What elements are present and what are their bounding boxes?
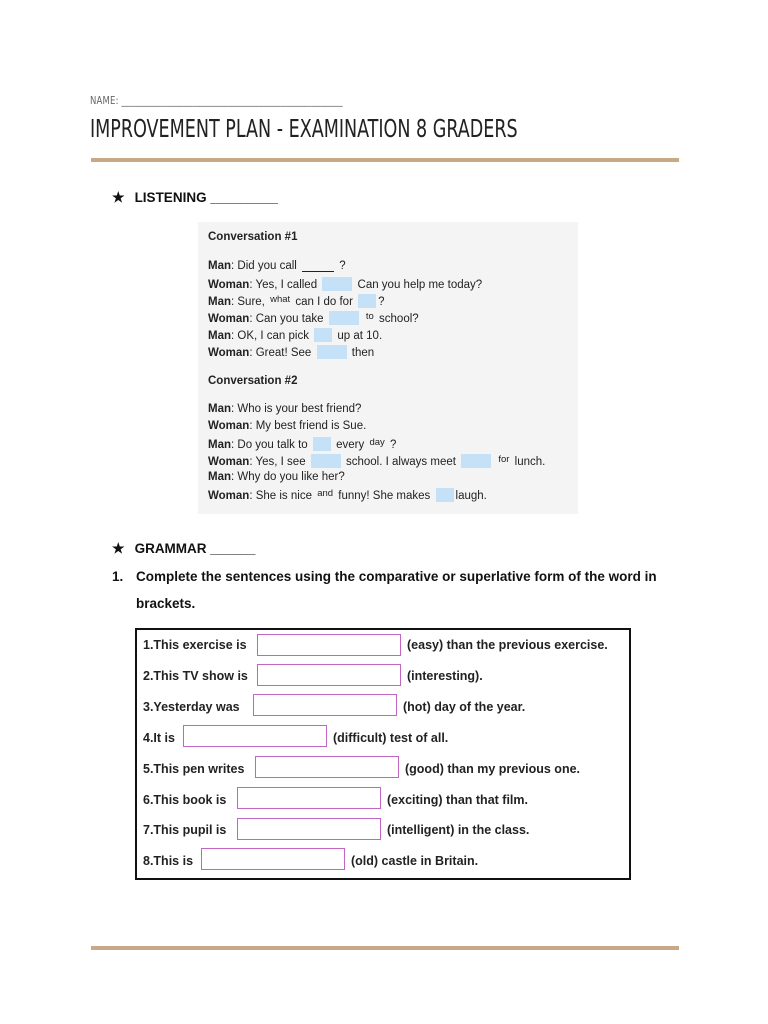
line-text: can I do for [295, 296, 353, 308]
conversation-line [208, 420, 366, 432]
bottom-divider [91, 946, 679, 950]
exercise-item-7-tail: (intelligent) in the class. [387, 823, 530, 837]
comparative-exercise-table [135, 628, 631, 880]
listening-label: LISTENING _________ [134, 190, 278, 205]
question-number: 1. [112, 569, 124, 584]
answer-blank[interactable] [358, 294, 376, 308]
handwritten-answer: and [317, 488, 334, 499]
speaker: Woman [208, 279, 250, 291]
line-text: : Can you take [249, 313, 324, 325]
line-text: : Did you call [231, 260, 297, 272]
line-text: lunch. [514, 456, 546, 468]
grammar-heading [112, 540, 255, 557]
speaker: Man [208, 471, 231, 483]
conversation-line [208, 328, 382, 342]
exercise-item-5-tail: (good) than my previous one. [405, 762, 581, 776]
conversation-line [208, 260, 346, 272]
name-field-label[interactable]: NAME: __________________________________________________ [90, 94, 343, 107]
exercise-item-4-field[interactable] [183, 725, 327, 747]
conversation-line [208, 294, 385, 308]
question-1 [112, 563, 672, 617]
exercise-item-6-lead: 6.This book is [143, 793, 227, 807]
exercise-item-7-lead: 7.This pupil is [143, 823, 227, 837]
top-divider [91, 158, 679, 162]
exercise-item-1-field[interactable] [257, 634, 401, 656]
line-text: best friend? [301, 403, 362, 415]
line-text: school. I always meet [346, 456, 456, 468]
speaker: Woman [208, 456, 250, 468]
speaker: Man [208, 330, 231, 342]
exercise-item-4-tail: (difficult) test of all. [333, 731, 449, 745]
conversation-line [208, 277, 482, 291]
line-text: ? [389, 439, 397, 451]
exercise-item-5-lead: 5.This pen writes [143, 762, 245, 776]
answer-blank[interactable] [314, 328, 332, 342]
handwritten-answer: for [498, 454, 510, 465]
star-icon: ★ [112, 540, 125, 556]
exercise-item-2-field[interactable] [257, 664, 401, 686]
line-text: Can you help me today? [357, 279, 483, 291]
handwritten-answer: to [365, 311, 374, 322]
answer-blank[interactable] [329, 311, 359, 325]
conversation-2-title: Conversation #2 [208, 375, 298, 387]
listening-conversations-image [198, 222, 578, 514]
speaker: Woman [208, 490, 250, 502]
answer-blank[interactable] [313, 437, 331, 451]
exercise-item-2-tail: (interesting). [407, 669, 483, 683]
answer-blank[interactable] [461, 454, 491, 468]
line-text: : Why do you like her? [231, 471, 345, 483]
exercise-item-7-field[interactable] [237, 818, 381, 840]
speaker: Man [208, 403, 231, 415]
conversation-line [208, 488, 487, 502]
exercise-item-3-field[interactable] [253, 694, 397, 716]
exercise-item-8-field[interactable] [201, 848, 345, 870]
conversation-line [208, 403, 361, 415]
handwritten-answer: day [369, 437, 385, 448]
exercise-item-8-lead: 8.This is [143, 854, 194, 868]
exercise-item-8-tail: (old) castle in Britain. [351, 854, 479, 868]
speaker: Woman [208, 420, 250, 432]
speaker: Woman [208, 313, 250, 325]
line-text: : Do you talk to [231, 439, 308, 451]
line-text: : Great! See [249, 347, 312, 359]
exercise-item-6-tail: (exciting) than that film. [387, 793, 528, 807]
exercise-item-6-field[interactable] [237, 787, 381, 809]
listening-heading [112, 189, 278, 206]
answer-blank[interactable] [302, 260, 334, 272]
line-text: : She is nice [249, 490, 312, 502]
line-text: every [336, 439, 365, 451]
line-text: : Yes, I called [249, 279, 318, 291]
exercise-item-2-lead: 2.This TV show is [143, 669, 248, 683]
exercise-item-1-tail: (easy) than the previous exercise. [407, 638, 608, 652]
line-text: ? [378, 296, 385, 308]
line-text: your [275, 403, 299, 415]
document-title: IMPROVEMENT PLAN - EXAMINATION 8 GRADERS [90, 114, 518, 143]
line-text: funny! She makes [338, 490, 431, 502]
line-text: : OK, I can pick [231, 330, 309, 342]
speaker: Man [208, 439, 231, 451]
question-text: Complete the sentences using the comparative or superlative form of the word in brackets. [136, 569, 657, 611]
grammar-label: GRAMMAR ______ [134, 541, 256, 556]
exercise-item-3-lead: 3.Yesterday was [143, 700, 240, 714]
line-text: : My best friend is Sue. [249, 420, 367, 432]
line-text: : Yes, I see [249, 456, 306, 468]
conversation-1-title: Conversation #1 [208, 231, 298, 243]
line-text: school? [379, 313, 419, 325]
answer-blank[interactable] [322, 277, 352, 291]
answer-blank[interactable] [317, 345, 347, 359]
exercise-item-1-lead: 1.This exercise is [143, 638, 247, 652]
exercise-item-5-field[interactable] [255, 756, 399, 778]
line-text: : Who is [231, 403, 273, 415]
answer-blank[interactable] [311, 454, 341, 468]
conversation-line [208, 345, 374, 359]
conversation-line [208, 437, 396, 451]
speaker: Woman [208, 347, 250, 359]
exercise-item-4-lead: 4.It is [143, 731, 175, 745]
line-text: laugh. [455, 490, 487, 502]
speaker: Man [208, 296, 231, 308]
exercise-item-3-tail: (hot) day of the year. [403, 700, 526, 714]
line-text: then [351, 347, 375, 359]
line-text: : Sure, [231, 296, 265, 308]
conversation-line [208, 471, 345, 483]
star-icon: ★ [112, 189, 125, 205]
conversation-line [208, 311, 419, 325]
conversation-line [208, 454, 545, 468]
handwritten-answer: what [270, 294, 291, 305]
line-text: up at 10. [337, 330, 383, 342]
answer-blank[interactable] [436, 488, 454, 502]
line-text: ? [339, 260, 346, 272]
speaker: Man [208, 260, 231, 272]
